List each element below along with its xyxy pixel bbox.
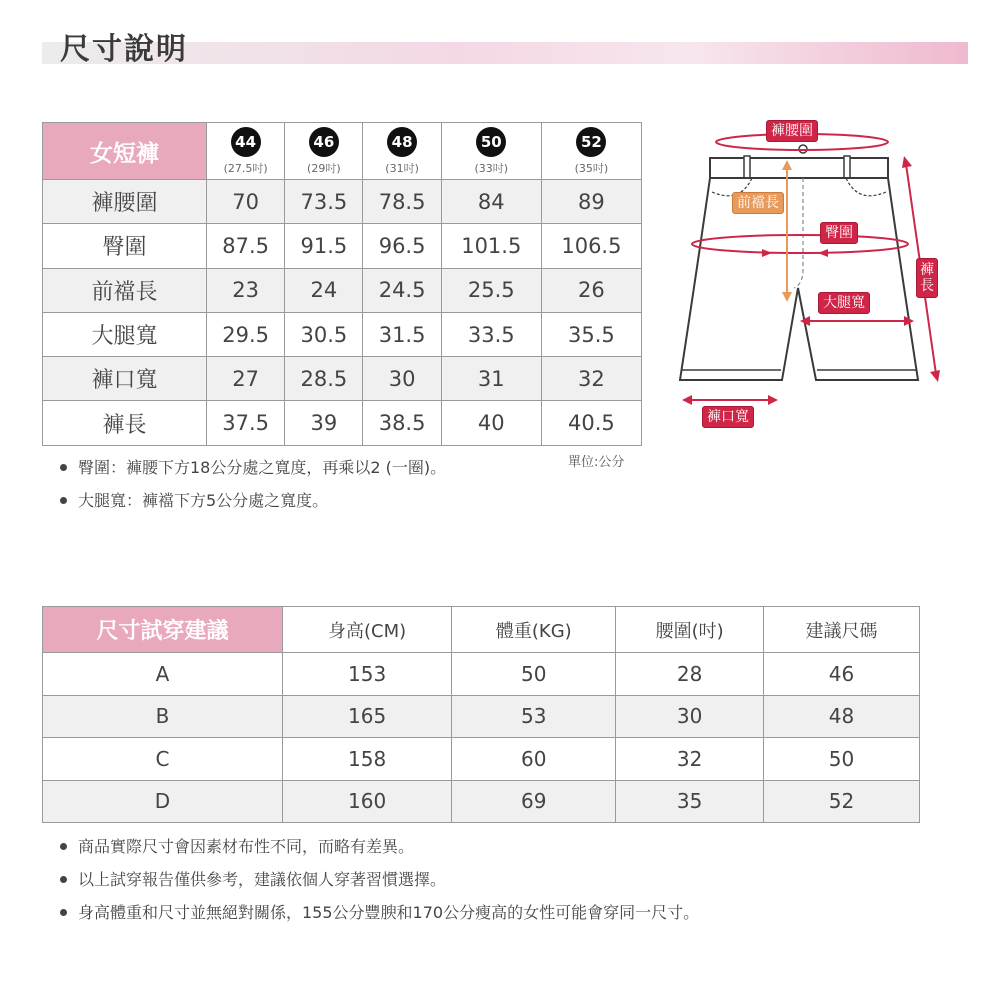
- table-cell: 69: [452, 780, 616, 823]
- size-badge: 48: [387, 127, 417, 157]
- table-cell: 32: [541, 357, 641, 401]
- size-row-hem: [43, 357, 642, 401]
- diagram-label-front-rise: 前襠長: [732, 192, 784, 214]
- column-header: 腰圍(吋): [616, 607, 764, 653]
- table-cell: 32: [616, 738, 764, 781]
- size-col-46: [285, 123, 363, 180]
- table-cell: 40.5: [541, 401, 641, 445]
- size-col-50: [441, 123, 541, 180]
- table-cell: 23: [207, 268, 285, 312]
- table-cell: 30: [616, 695, 764, 738]
- table-cell: 38.5: [363, 401, 441, 445]
- table-cell: 158: [283, 738, 452, 781]
- diagram-label-hem: 褲口寬: [702, 406, 754, 428]
- table-cell: 60: [452, 738, 616, 781]
- size-row-front-rise: [43, 268, 642, 312]
- size-inch-label: (35吋): [574, 161, 609, 175]
- table-cell: 160: [283, 780, 452, 823]
- size-inch-label: (31吋): [385, 161, 419, 175]
- list-item: 大腿寬：褲襠下方5公分處之寬度。: [60, 484, 446, 517]
- table-cell: 153: [283, 653, 452, 696]
- table-cell: 52: [763, 780, 919, 823]
- table-cell: 73.5: [285, 180, 363, 224]
- table-cell: 106.5: [541, 224, 641, 268]
- size-badge: 44: [231, 127, 261, 157]
- row-label: C: [43, 738, 283, 781]
- size-inch-label: (27.5吋): [223, 161, 268, 175]
- column-header: 體重(KG): [452, 607, 616, 653]
- table-cell: 35: [616, 780, 764, 823]
- table-cell: 78.5: [363, 180, 441, 224]
- table-cell: 33.5: [441, 312, 541, 356]
- table-row: [43, 738, 920, 781]
- table-cell: 24.5: [363, 268, 441, 312]
- table-cell: 24: [285, 268, 363, 312]
- size-row-waist: [43, 180, 642, 224]
- size-badge: 50: [476, 127, 506, 157]
- table-cell: 29.5: [207, 312, 285, 356]
- row-label: B: [43, 695, 283, 738]
- table-cell: 48: [763, 695, 919, 738]
- table-cell: 31.5: [363, 312, 441, 356]
- list-item: 身高體重和尺寸並無絕對關係，155公分豐腴和170公分瘦高的女性可能會穿同一尺寸。: [60, 896, 699, 929]
- unit-note: 單位:公分: [568, 455, 625, 470]
- table-cell: 40: [441, 401, 541, 445]
- size-col-44: [207, 123, 285, 180]
- table-cell: 26: [541, 268, 641, 312]
- table-cell: 25.5: [441, 268, 541, 312]
- diagram-label-length: 褲長: [916, 258, 938, 298]
- size-badge: 46: [309, 127, 339, 157]
- list-item: 臀圍：褲腰下方18公分處之寬度，再乘以2 (一圈)。: [60, 451, 446, 484]
- row-label: 褲長: [43, 401, 207, 445]
- list-item: 商品實際尺寸會因素材布性不同，而略有差異。: [60, 830, 699, 863]
- size-col-48: [363, 123, 441, 180]
- size-col-52: [541, 123, 641, 180]
- size-inch-label: (33吋): [474, 161, 509, 175]
- table-cell: 39: [285, 401, 363, 445]
- table-cell: 50: [763, 738, 919, 781]
- row-label: 臀圍: [43, 224, 207, 268]
- table-cell: 27: [207, 357, 285, 401]
- table-cell: 101.5: [441, 224, 541, 268]
- size-row-thigh: [43, 312, 642, 356]
- table-cell: 87.5: [207, 224, 285, 268]
- size-inch-label: (29吋): [307, 161, 341, 175]
- fit-table: [42, 606, 920, 823]
- page-title: 尺寸說明: [60, 32, 188, 67]
- row-label: 大腿寬: [43, 312, 207, 356]
- size-row-hip: [43, 224, 642, 268]
- table-cell: 28: [616, 653, 764, 696]
- column-header: 身高(CM): [283, 607, 452, 653]
- table-cell: 53: [452, 695, 616, 738]
- fit-notes: [60, 830, 699, 929]
- table-cell: 31: [441, 357, 541, 401]
- table-row: [43, 695, 920, 738]
- table-cell: 35.5: [541, 312, 641, 356]
- table-cell: 84: [441, 180, 541, 224]
- table-cell: 91.5: [285, 224, 363, 268]
- table-cell: 50: [452, 653, 616, 696]
- row-label: 褲口寬: [43, 357, 207, 401]
- diagram-label-waist: 褲腰圍: [766, 120, 818, 142]
- table-cell: 30: [363, 357, 441, 401]
- diagram-label-hip: 臀圍: [820, 222, 858, 244]
- row-label: 褲腰圍: [43, 180, 207, 224]
- fit-table-header-row: [43, 607, 920, 653]
- size-badge: 52: [576, 127, 606, 157]
- table-cell: 96.5: [363, 224, 441, 268]
- table-cell: 46: [763, 653, 919, 696]
- size-table: [42, 122, 642, 446]
- column-header: 建議尺碼: [763, 607, 919, 653]
- table-cell: 70: [207, 180, 285, 224]
- size-row-length: [43, 401, 642, 445]
- shorts-diagram: [670, 112, 960, 442]
- diagram-label-thigh: 大腿寬: [818, 292, 870, 314]
- row-label: A: [43, 653, 283, 696]
- table-row: [43, 780, 920, 823]
- row-label: 前襠長: [43, 268, 207, 312]
- table-cell: 28.5: [285, 357, 363, 401]
- list-item: 以上試穿報告僅供參考，建議依個人穿著習慣選擇。: [60, 863, 699, 896]
- table-cell: 89: [541, 180, 641, 224]
- table-cell: 165: [283, 695, 452, 738]
- table-row: [43, 653, 920, 696]
- table-cell: 37.5: [207, 401, 285, 445]
- size-table-header-row: [43, 123, 642, 180]
- row-label: D: [43, 780, 283, 823]
- table-cell: 30.5: [285, 312, 363, 356]
- size-table-corner: 女短褲: [43, 123, 207, 180]
- fit-table-corner: 尺寸試穿建議: [43, 607, 283, 653]
- measure-notes: [60, 451, 446, 517]
